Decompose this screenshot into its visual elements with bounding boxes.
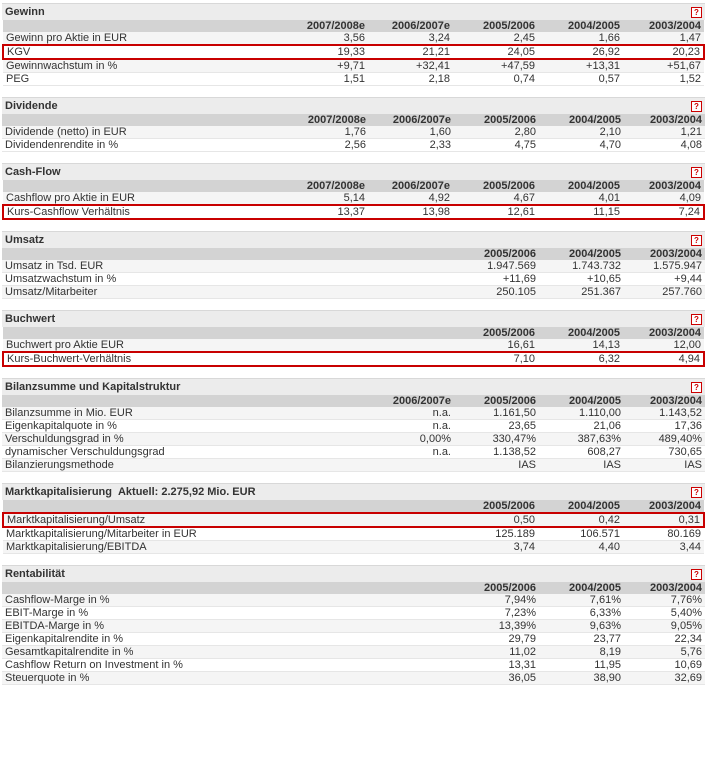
row-value: 489,40% <box>624 433 705 446</box>
table-row <box>2 126 705 139</box>
row-value: 19,33 <box>283 45 368 59</box>
year-header: 2003/2004 <box>624 114 705 126</box>
column-header-row <box>3 500 704 513</box>
row-value: 330,47% <box>454 433 539 446</box>
row-label: Buchwert pro Aktie EUR <box>3 339 453 352</box>
row-value: 7,10 <box>453 352 538 366</box>
row-value: 6,32 <box>538 352 623 366</box>
row-value: 1,47 <box>623 32 704 45</box>
row-label: Bilanzsumme in Mio. EUR <box>2 407 369 420</box>
row-value: 4,40 <box>538 541 623 554</box>
row-value: 4,70 <box>539 139 624 152</box>
table-row <box>2 646 705 659</box>
row-value: 4,01 <box>538 192 623 205</box>
section-rentabilitaet <box>2 565 705 685</box>
table-row-highlighted <box>3 205 704 219</box>
table-row <box>2 139 705 152</box>
help-icon[interactable]: ? <box>691 382 702 393</box>
data-table <box>2 500 705 554</box>
row-value: 4,67 <box>453 192 538 205</box>
row-value: 4,75 <box>454 139 539 152</box>
row-value: IAS <box>454 459 539 472</box>
row-value: 80.169 <box>623 527 704 541</box>
column-header-row <box>3 327 704 339</box>
row-label: Eigenkapitalquote in % <box>2 420 369 433</box>
year-header: 2006/2007e <box>369 395 454 407</box>
column-header-row <box>2 248 705 260</box>
section-title <box>2 3 705 20</box>
row-value: 11,15 <box>538 205 623 219</box>
row-label: Gewinnwachstum in % <box>3 59 283 73</box>
row-value: n.a. <box>369 420 454 433</box>
row-value: n.a. <box>369 407 454 420</box>
row-value: 1.947.569 <box>454 260 539 273</box>
row-value: 12,61 <box>453 205 538 219</box>
table-row <box>3 339 704 352</box>
section-title-text: Marktkapitalisierung <box>5 486 112 498</box>
row-value: IAS <box>539 459 624 472</box>
row-label: Steuerquote in % <box>2 672 454 685</box>
help-icon[interactable]: ? <box>691 167 702 178</box>
section-bilanz <box>2 378 705 472</box>
aktuell-value: Aktuell: 2.275,92 Mio. EUR <box>117 486 256 498</box>
section-title <box>2 310 705 327</box>
row-value: IAS <box>624 459 705 472</box>
row-label: Verschuldungsgrad in % <box>2 433 369 446</box>
header-spacer <box>3 327 453 339</box>
data-table <box>2 114 705 152</box>
row-value: 0,00% <box>369 433 454 446</box>
table-row <box>2 420 705 433</box>
row-value: 9,05% <box>624 620 705 633</box>
section-gewinn <box>2 3 705 86</box>
column-header-row <box>2 114 705 126</box>
row-value: 0,42 <box>538 513 623 527</box>
row-value: 21,06 <box>539 420 624 433</box>
header-spacer <box>3 500 453 513</box>
year-header: 2004/2005 <box>539 248 624 260</box>
row-value: 1,60 <box>369 126 454 139</box>
row-value: 1.143,52 <box>624 407 705 420</box>
data-table <box>2 327 705 367</box>
row-value: 3,44 <box>623 541 704 554</box>
row-value: 125.189 <box>453 527 538 541</box>
row-value: 387,63% <box>539 433 624 446</box>
table-row <box>2 446 705 459</box>
row-value: 13,98 <box>368 205 453 219</box>
table-row <box>3 192 704 205</box>
year-header: 2004/2005 <box>539 395 624 407</box>
section-title-text: Umsatz <box>5 234 45 246</box>
row-value: +13,31 <box>538 59 623 73</box>
data-table <box>2 180 705 220</box>
row-value: 0,50 <box>453 513 538 527</box>
row-value: 1,66 <box>538 32 623 45</box>
row-value: 4,94 <box>623 352 704 366</box>
row-label: Gesamtkapitalrendite in % <box>2 646 454 659</box>
row-value: 20,23 <box>623 45 704 59</box>
row-value: 24,05 <box>453 45 538 59</box>
row-value: 17,36 <box>624 420 705 433</box>
year-header: 2007/2008e <box>283 180 368 192</box>
table-row <box>2 260 705 273</box>
data-table <box>2 20 705 86</box>
row-value: 10,69 <box>624 659 705 672</box>
row-value: 0,74 <box>453 73 538 86</box>
table-row <box>2 459 705 472</box>
section-marktkap <box>2 483 705 554</box>
row-value: 3,24 <box>368 32 453 45</box>
row-value: +11,69 <box>454 273 539 286</box>
table-row <box>2 286 705 299</box>
section-title <box>2 231 705 248</box>
table-row-highlighted <box>3 45 704 59</box>
row-value: 14,13 <box>538 339 623 352</box>
column-header-row <box>3 180 704 192</box>
row-value: 6,33% <box>539 607 624 620</box>
row-label: Dividende (netto) in EUR <box>2 126 284 139</box>
row-value: 2,56 <box>284 139 369 152</box>
row-label: Kurs-Buchwert-Verhältnis <box>3 352 453 366</box>
row-value: 730,65 <box>624 446 705 459</box>
year-header: 2004/2005 <box>538 327 623 339</box>
row-label: Bilanzierungsmethode <box>2 459 369 472</box>
table-row <box>3 527 704 541</box>
help-icon[interactable]: ? <box>691 235 702 246</box>
year-header: 2005/2006 <box>454 114 539 126</box>
row-value: 38,90 <box>539 672 624 685</box>
row-value: 4,09 <box>623 192 704 205</box>
row-value: 13,39% <box>454 620 539 633</box>
help-icon[interactable]: ? <box>691 314 702 325</box>
row-value: 29,79 <box>454 633 539 646</box>
row-value: 4,92 <box>368 192 453 205</box>
data-table <box>2 395 705 472</box>
year-header: 2005/2006 <box>453 180 538 192</box>
table-row <box>2 633 705 646</box>
row-value: 23,65 <box>454 420 539 433</box>
row-value: 7,76% <box>624 594 705 607</box>
row-value: 21,21 <box>368 45 453 59</box>
help-icon[interactable]: ? <box>691 7 702 18</box>
row-value: 250.105 <box>454 286 539 299</box>
year-header: 2004/2005 <box>538 500 623 513</box>
year-header: 2003/2004 <box>624 582 705 594</box>
help-icon[interactable]: ? <box>691 101 702 112</box>
column-header-row <box>3 20 704 32</box>
row-value: 11,95 <box>539 659 624 672</box>
header-spacer <box>2 114 284 126</box>
table-row <box>2 433 705 446</box>
year-header: 2006/2007e <box>368 20 453 32</box>
section-title-text: Cash-Flow <box>5 166 61 178</box>
row-value: 1.161,50 <box>454 407 539 420</box>
row-value: +32,41 <box>368 59 453 73</box>
year-header: 2005/2006 <box>453 327 538 339</box>
year-header: 2006/2007e <box>368 180 453 192</box>
data-table <box>2 248 705 299</box>
year-header: 2005/2006 <box>454 395 539 407</box>
header-spacer <box>2 582 454 594</box>
row-value: n.a. <box>369 446 454 459</box>
row-label: EBITDA-Marge in % <box>2 620 454 633</box>
row-value: 1,21 <box>624 126 705 139</box>
row-value: 1.575.947 <box>624 260 705 273</box>
table-row <box>3 73 704 86</box>
row-value: 2,80 <box>454 126 539 139</box>
year-header: 2003/2004 <box>624 395 705 407</box>
table-row <box>3 59 704 73</box>
row-value: 26,92 <box>538 45 623 59</box>
row-value: 5,14 <box>283 192 368 205</box>
row-label: Cashflow Return on Investment in % <box>2 659 454 672</box>
section-title-text: Rentabilität <box>5 568 65 580</box>
row-value: 11,02 <box>454 646 539 659</box>
row-label: EBIT-Marge in % <box>2 607 454 620</box>
row-label: PEG <box>3 73 283 86</box>
year-header: 2007/2008e <box>284 114 369 126</box>
row-value: 7,24 <box>623 205 704 219</box>
row-value: 36,05 <box>454 672 539 685</box>
row-value: 1.110,00 <box>539 407 624 420</box>
year-header: 2005/2006 <box>453 20 538 32</box>
section-title <box>2 163 705 180</box>
row-value: 608,27 <box>539 446 624 459</box>
row-label: Umsatzwachstum in % <box>2 273 454 286</box>
year-header: 2005/2006 <box>454 248 539 260</box>
year-header: 2003/2004 <box>623 180 704 192</box>
row-value: 13,37 <box>283 205 368 219</box>
section-title <box>2 483 705 500</box>
row-label: Umsatz/Mitarbeiter <box>2 286 454 299</box>
help-icon[interactable]: ? <box>691 569 702 580</box>
row-value: +9,44 <box>624 273 705 286</box>
year-header: 2005/2006 <box>453 500 538 513</box>
row-label: KGV <box>3 45 283 59</box>
table-row <box>2 407 705 420</box>
row-value: 23,77 <box>539 633 624 646</box>
row-value: 7,61% <box>539 594 624 607</box>
table-row-highlighted <box>3 513 704 527</box>
row-value: 1.743.732 <box>539 260 624 273</box>
year-header: 2004/2005 <box>539 582 624 594</box>
year-header: 2003/2004 <box>624 248 705 260</box>
row-value: 2,45 <box>453 32 538 45</box>
row-label: dynamischer Verschuldungsgrad <box>2 446 369 459</box>
row-value: 16,61 <box>453 339 538 352</box>
row-value: 1,51 <box>283 73 368 86</box>
section-title-text: Buchwert <box>5 313 56 325</box>
header-spacer <box>3 180 283 192</box>
row-value: +9,71 <box>283 59 368 73</box>
row-value: +47,59 <box>453 59 538 73</box>
year-header: 2007/2008e <box>283 20 368 32</box>
row-value: 3,74 <box>453 541 538 554</box>
year-header: 2005/2006 <box>454 582 539 594</box>
row-value: 2,33 <box>369 139 454 152</box>
row-value: +51,67 <box>623 59 704 73</box>
row-label: Dividendenrendite in % <box>2 139 284 152</box>
row-label: Kurs-Cashflow Verhältnis <box>3 205 283 219</box>
row-value: 8,19 <box>539 646 624 659</box>
row-value: 0,57 <box>538 73 623 86</box>
section-cashflow <box>2 163 705 220</box>
row-value: 0,31 <box>623 513 704 527</box>
row-value: 4,08 <box>624 139 705 152</box>
header-spacer <box>2 248 454 260</box>
section-title <box>2 378 705 395</box>
section-dividende <box>2 97 705 152</box>
row-value: 3,56 <box>283 32 368 45</box>
table-row-highlighted <box>3 352 704 366</box>
section-title-text: Dividende <box>5 100 58 112</box>
table-row <box>2 273 705 286</box>
row-value: 5,40% <box>624 607 705 620</box>
row-label: Eigenkapitalrendite in % <box>2 633 454 646</box>
row-value: 1,52 <box>623 73 704 86</box>
row-value: 13,31 <box>454 659 539 672</box>
row-value: 32,69 <box>624 672 705 685</box>
year-header: 2004/2005 <box>538 20 623 32</box>
row-label: Umsatz in Tsd. EUR <box>2 260 454 273</box>
section-umsatz <box>2 231 705 299</box>
row-label: Cashflow pro Aktie in EUR <box>3 192 283 205</box>
row-value: 257.760 <box>624 286 705 299</box>
row-value: 12,00 <box>623 339 704 352</box>
row-value: 7,23% <box>454 607 539 620</box>
section-title-text: Bilanzsumme und Kapitalstruktur <box>5 381 181 393</box>
row-value: 7,94% <box>454 594 539 607</box>
row-label: Marktkapitalisierung/Mitarbeiter in EUR <box>3 527 453 541</box>
table-row <box>2 672 705 685</box>
table-row <box>2 607 705 620</box>
row-value <box>369 459 454 472</box>
section-title <box>2 97 705 114</box>
row-value: 22,34 <box>624 633 705 646</box>
header-spacer <box>3 20 283 32</box>
data-table <box>2 582 705 685</box>
section-title <box>2 565 705 582</box>
row-value: 251.367 <box>539 286 624 299</box>
year-header: 2003/2004 <box>623 327 704 339</box>
row-value: 5,76 <box>624 646 705 659</box>
column-header-row <box>2 395 705 407</box>
year-header: 2003/2004 <box>623 20 704 32</box>
row-label: Marktkapitalisierung/EBITDA <box>3 541 453 554</box>
table-row <box>2 659 705 672</box>
table-row <box>2 620 705 633</box>
row-value: 2,18 <box>368 73 453 86</box>
year-header: 2006/2007e <box>369 114 454 126</box>
year-header: 2003/2004 <box>623 500 704 513</box>
row-value: 1.138,52 <box>454 446 539 459</box>
table-row <box>3 541 704 554</box>
column-header-row <box>2 582 705 594</box>
row-value: 9,63% <box>539 620 624 633</box>
year-header: 2004/2005 <box>538 180 623 192</box>
row-value: 1,76 <box>284 126 369 139</box>
row-label: Cashflow-Marge in % <box>2 594 454 607</box>
table-row <box>2 594 705 607</box>
year-header: 2004/2005 <box>539 114 624 126</box>
table-row <box>3 32 704 45</box>
help-icon[interactable]: ? <box>691 487 702 498</box>
row-label: Gewinn pro Aktie in EUR <box>3 32 283 45</box>
section-title-text: Gewinn <box>5 6 45 18</box>
row-value: 106.571 <box>538 527 623 541</box>
header-spacer <box>2 395 369 407</box>
row-value: +10,65 <box>539 273 624 286</box>
row-label: Marktkapitalisierung/Umsatz <box>3 513 453 527</box>
row-value: 2,10 <box>539 126 624 139</box>
section-buchwert <box>2 310 705 367</box>
